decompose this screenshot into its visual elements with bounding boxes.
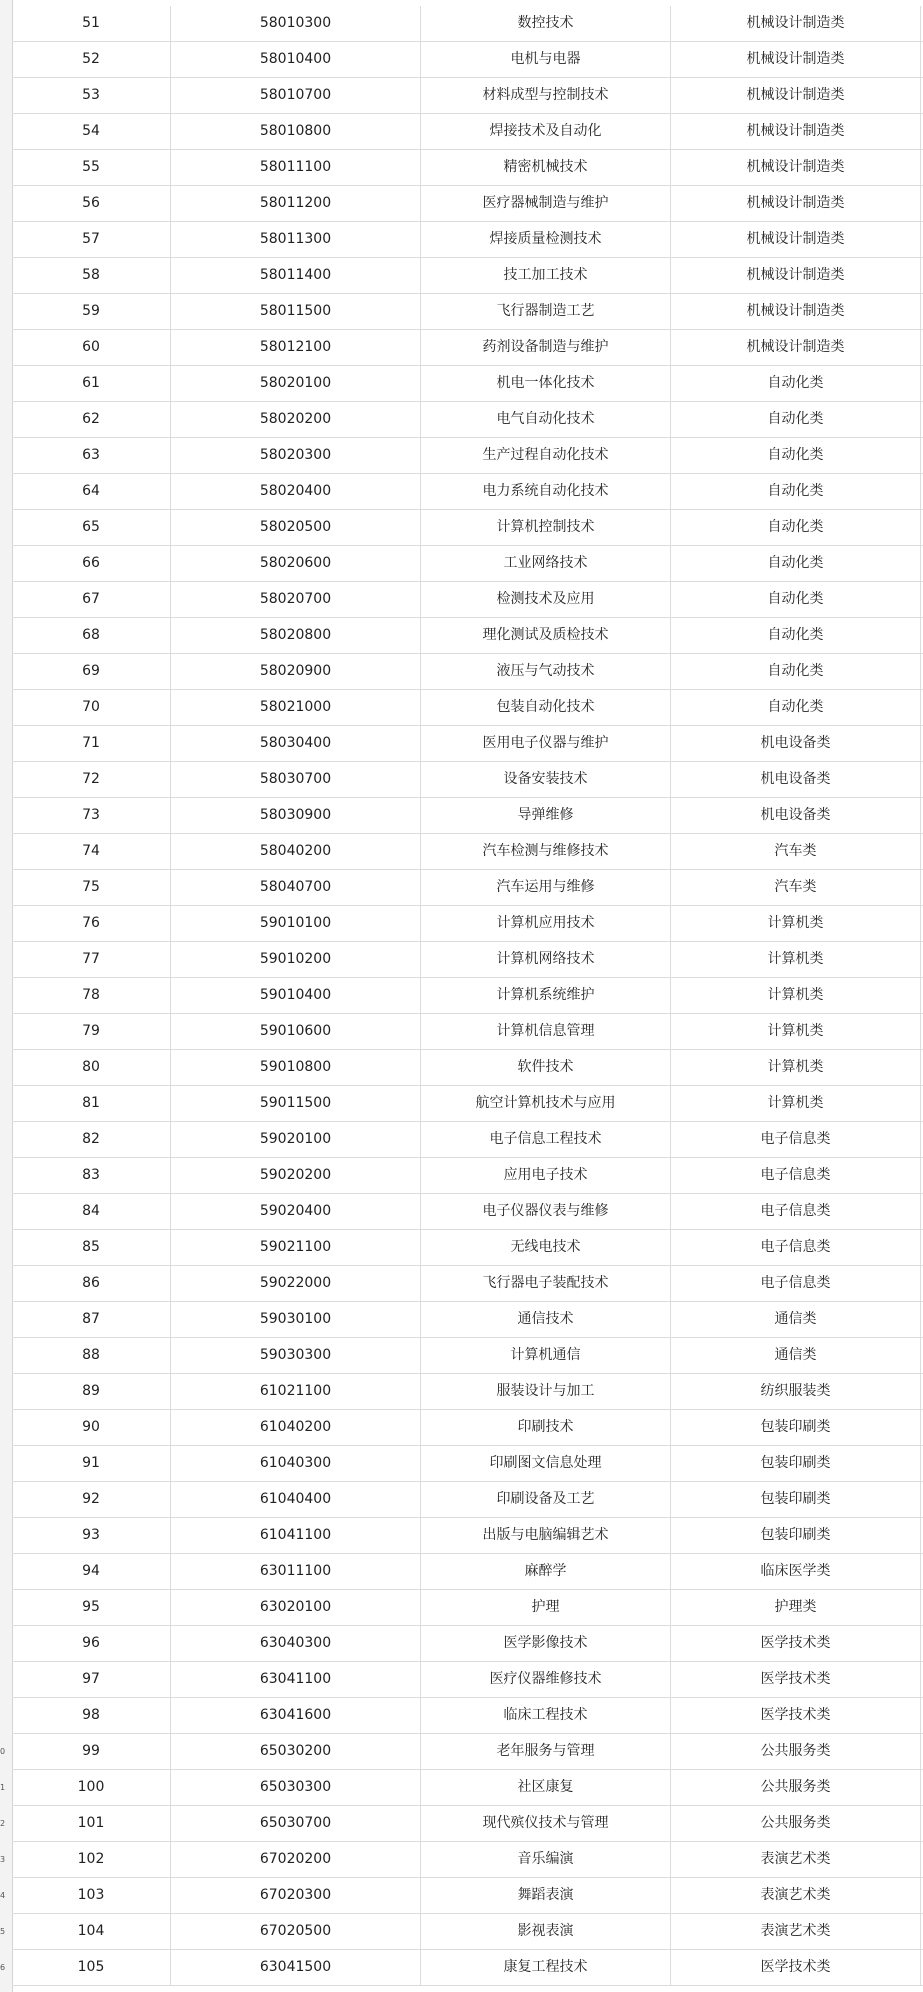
cell-major-name[interactable]: 医学影像技术 — [421, 1626, 671, 1661]
cell-category[interactable]: 电子信息类 — [671, 1266, 921, 1301]
table-row — [12, 1878, 923, 1914]
table-row — [12, 1734, 923, 1770]
cell-major-code[interactable]: 58012100 — [171, 330, 421, 365]
cell-row-number[interactable]: 104 — [12, 1914, 171, 1949]
cell-row-number[interactable]: 52 — [12, 42, 171, 77]
cell-category[interactable]: 公共服务类 — [671, 1770, 921, 1805]
cell-row-number[interactable]: 91 — [12, 1446, 171, 1481]
cell-major-code[interactable]: 65030200 — [171, 1734, 421, 1769]
cell-category[interactable]: 医学技术类 — [671, 1662, 921, 1697]
table-row — [12, 42, 923, 78]
cell-category[interactable]: 计算机类 — [671, 1014, 921, 1049]
cell-major-name[interactable]: 导弹维修 — [421, 798, 671, 833]
table-row — [12, 78, 923, 114]
cell-category[interactable]: 机械设计制造类 — [671, 42, 921, 77]
cell-category[interactable]: 自动化类 — [671, 690, 921, 725]
cell-major-name[interactable]: 医疗器械制造与维护 — [421, 186, 671, 221]
cell-row-number[interactable]: 73 — [12, 798, 171, 833]
cell-major-name[interactable]: 麻醉学 — [421, 1554, 671, 1589]
cell-major-code[interactable]: 63041600 — [171, 1698, 421, 1733]
cell-row-number[interactable]: 85 — [12, 1230, 171, 1265]
cell-major-code[interactable]: 63011100 — [171, 1554, 421, 1589]
cell-major-code[interactable]: 58021000 — [171, 690, 421, 725]
cell-major-code[interactable]: 58011500 — [171, 294, 421, 329]
cell-row-number[interactable]: 71 — [12, 726, 171, 761]
table-row — [12, 942, 923, 978]
cell-category[interactable]: 机械设计制造类 — [671, 150, 921, 185]
cell-major-name[interactable]: 汽车运用与维修 — [421, 870, 671, 905]
table-row — [12, 402, 923, 438]
cell-major-name[interactable]: 印刷图文信息处理 — [421, 1446, 671, 1481]
table-row — [12, 1374, 923, 1410]
cell-category[interactable]: 自动化类 — [671, 366, 921, 401]
cell-category[interactable]: 汽车类 — [671, 834, 921, 869]
table-row — [12, 1590, 923, 1626]
table-row — [12, 114, 923, 150]
cell-major-code[interactable]: 61040300 — [171, 1446, 421, 1481]
cell-category[interactable]: 通信类 — [671, 1302, 921, 1337]
cell-category[interactable]: 表演艺术类 — [671, 1842, 921, 1877]
table-row — [12, 1518, 923, 1554]
cell-major-code[interactable]: 65030700 — [171, 1806, 421, 1841]
cell-major-code[interactable]: 59020200 — [171, 1158, 421, 1193]
cell-category[interactable]: 计算机类 — [671, 906, 921, 941]
cell-major-code[interactable]: 63020100 — [171, 1590, 421, 1625]
cell-row-number[interactable]: 74 — [12, 834, 171, 869]
cell-major-code[interactable]: 59010600 — [171, 1014, 421, 1049]
cell-category[interactable]: 自动化类 — [671, 438, 921, 473]
cell-category[interactable]: 包装印刷类 — [671, 1518, 921, 1553]
row-header-number: 3 — [0, 1855, 6, 1864]
cell-major-name[interactable]: 医用电子仪器与维护 — [421, 726, 671, 761]
cell-major-code[interactable]: 61041100 — [171, 1518, 421, 1553]
cell-row-number[interactable]: 68 — [12, 618, 171, 653]
table-row — [12, 1914, 923, 1950]
cell-major-name[interactable]: 计算机网络技术 — [421, 942, 671, 977]
cell-category[interactable]: 电子信息类 — [671, 1122, 921, 1157]
cell-row-number[interactable]: 70 — [12, 690, 171, 725]
cell-major-code[interactable]: 58020600 — [171, 546, 421, 581]
cell-major-code[interactable]: 59020100 — [171, 1122, 421, 1157]
cell-major-name[interactable]: 计算机控制技术 — [421, 510, 671, 545]
table-row — [12, 330, 923, 366]
cell-row-number[interactable]: 60 — [12, 330, 171, 365]
table-row — [12, 1302, 923, 1338]
cell-major-name[interactable]: 工业网络技术 — [421, 546, 671, 581]
cell-major-name[interactable]: 现代殡仪技术与管理 — [421, 1806, 671, 1841]
cell-major-code[interactable]: 58020700 — [171, 582, 421, 617]
cell-category[interactable]: 自动化类 — [671, 474, 921, 509]
cell-category[interactable]: 自动化类 — [671, 510, 921, 545]
cell-row-number[interactable]: 61 — [12, 366, 171, 401]
table-row — [12, 1626, 923, 1662]
table-row — [12, 834, 923, 870]
cell-row-number[interactable]: 53 — [12, 78, 171, 113]
cell-major-code[interactable]: 58030400 — [171, 726, 421, 761]
cell-major-code[interactable]: 67020500 — [171, 1914, 421, 1949]
cell-major-name[interactable]: 电子仪器仪表与维修 — [421, 1194, 671, 1229]
table-row — [12, 870, 923, 906]
table-row — [12, 798, 923, 834]
table-row — [12, 1482, 923, 1518]
table-row — [12, 294, 923, 330]
cell-major-name[interactable]: 药剂设备制造与维护 — [421, 330, 671, 365]
cell-category[interactable]: 临床医学类 — [671, 1554, 921, 1589]
cell-row-number[interactable]: 84 — [12, 1194, 171, 1229]
cell-category[interactable]: 机械设计制造类 — [671, 78, 921, 113]
cell-category[interactable]: 医学技术类 — [671, 1698, 921, 1733]
cell-row-number[interactable]: 105 — [12, 1950, 171, 1985]
cell-category[interactable]: 自动化类 — [671, 654, 921, 689]
cell-major-code[interactable]: 58020400 — [171, 474, 421, 509]
table-row — [12, 1014, 923, 1050]
cell-major-code[interactable]: 61040400 — [171, 1482, 421, 1517]
cell-major-code[interactable]: 59030300 — [171, 1338, 421, 1373]
cell-category[interactable]: 机械设计制造类 — [671, 222, 921, 257]
cell-row-number[interactable]: 97 — [12, 1662, 171, 1697]
cell-category[interactable]: 机械设计制造类 — [671, 294, 921, 329]
cell-major-name[interactable]: 音乐编演 — [421, 1842, 671, 1877]
row-header-number: 4 — [0, 1891, 6, 1900]
cell-row-number[interactable]: 88 — [12, 1338, 171, 1373]
cell-major-name[interactable]: 计算机系统维护 — [421, 978, 671, 1013]
table-row — [12, 186, 923, 222]
cell-major-code[interactable]: 63041100 — [171, 1662, 421, 1697]
table-row — [12, 6, 923, 42]
cell-major-name[interactable]: 焊接质量检测技术 — [421, 222, 671, 257]
table-row — [12, 1050, 923, 1086]
table-row — [12, 222, 923, 258]
cell-row-number[interactable]: 57 — [12, 222, 171, 257]
cell-major-name[interactable]: 舞蹈表演 — [421, 1878, 671, 1913]
cell-category[interactable]: 计算机类 — [671, 1050, 921, 1085]
cell-major-name[interactable]: 包装自动化技术 — [421, 690, 671, 725]
cell-row-number[interactable]: 99 — [12, 1734, 171, 1769]
cell-row-number[interactable]: 75 — [12, 870, 171, 905]
cell-major-name[interactable]: 服装设计与加工 — [421, 1374, 671, 1409]
cell-major-name[interactable]: 电子信息工程技术 — [421, 1122, 671, 1157]
table-row — [12, 690, 923, 726]
cell-category[interactable]: 护理类 — [671, 1590, 921, 1625]
table-row — [12, 654, 923, 690]
cell-row-number[interactable]: 81 — [12, 1086, 171, 1121]
cell-major-code[interactable]: 61021100 — [171, 1374, 421, 1409]
cell-row-number[interactable]: 56 — [12, 186, 171, 221]
table-row — [12, 546, 923, 582]
cell-major-name[interactable]: 飞行器制造工艺 — [421, 294, 671, 329]
cell-major-name[interactable]: 软件技术 — [421, 1050, 671, 1085]
cell-row-number[interactable]: 96 — [12, 1626, 171, 1661]
cell-category[interactable]: 包装印刷类 — [671, 1446, 921, 1481]
cell-category[interactable]: 包装印刷类 — [671, 1482, 921, 1517]
cell-row-number[interactable]: 55 — [12, 150, 171, 185]
cell-category[interactable]: 纺织服装类 — [671, 1374, 921, 1409]
cell-major-code[interactable]: 59010800 — [171, 1050, 421, 1085]
row-header-number: 5 — [0, 1927, 6, 1936]
cell-category[interactable]: 汽车类 — [671, 870, 921, 905]
cell-major-name[interactable]: 数控技术 — [421, 6, 671, 41]
cell-major-code[interactable]: 58010300 — [171, 6, 421, 41]
table-row — [12, 726, 923, 762]
table-row — [12, 258, 923, 294]
cell-category[interactable]: 表演艺术类 — [671, 1914, 921, 1949]
row-header-number: 0 — [0, 1747, 6, 1756]
row-header-number: 2 — [0, 1819, 6, 1828]
cell-major-code[interactable]: 58030900 — [171, 798, 421, 833]
cell-row-number[interactable]: 62 — [12, 402, 171, 437]
cell-major-name[interactable]: 航空计算机技术与应用 — [421, 1086, 671, 1121]
cell-row-number[interactable]: 103 — [12, 1878, 171, 1913]
cell-major-code[interactable]: 58020800 — [171, 618, 421, 653]
cell-row-number[interactable]: 93 — [12, 1518, 171, 1553]
cell-major-code[interactable]: 58020100 — [171, 366, 421, 401]
cell-row-number[interactable]: 92 — [12, 1482, 171, 1517]
table-row — [12, 762, 923, 798]
table-row — [12, 1230, 923, 1266]
cell-category[interactable]: 机电设备类 — [671, 762, 921, 797]
table-row — [12, 1698, 923, 1734]
cell-major-name[interactable]: 康复工程技术 — [421, 1950, 671, 1985]
table-row — [12, 1194, 923, 1230]
cell-row-number[interactable]: 82 — [12, 1122, 171, 1157]
cell-major-code[interactable]: 59010100 — [171, 906, 421, 941]
cell-category[interactable]: 机械设计制造类 — [671, 186, 921, 221]
table-row — [12, 1338, 923, 1374]
table-row — [12, 150, 923, 186]
table-row — [12, 1158, 923, 1194]
table-row — [12, 1662, 923, 1698]
cell-row-number[interactable]: 58 — [12, 258, 171, 293]
cell-row-number[interactable]: 72 — [12, 762, 171, 797]
cell-major-code[interactable]: 67020300 — [171, 1878, 421, 1913]
cell-category[interactable]: 计算机类 — [671, 978, 921, 1013]
cell-row-number[interactable]: 69 — [12, 654, 171, 689]
cell-major-code[interactable]: 58020300 — [171, 438, 421, 473]
cell-category[interactable]: 自动化类 — [671, 546, 921, 581]
cell-row-number[interactable]: 83 — [12, 1158, 171, 1193]
cell-row-number[interactable]: 94 — [12, 1554, 171, 1589]
cell-major-code[interactable]: 58030700 — [171, 762, 421, 797]
table-row — [12, 510, 923, 546]
cell-major-name[interactable]: 机电一体化技术 — [421, 366, 671, 401]
row-header-number: 6 — [0, 1963, 6, 1972]
cell-major-code[interactable]: 61040200 — [171, 1410, 421, 1445]
table-row — [12, 1770, 923, 1806]
cell-major-name[interactable]: 临床工程技术 — [421, 1698, 671, 1733]
table-row — [12, 1806, 923, 1842]
cell-major-name[interactable]: 老年服务与管理 — [421, 1734, 671, 1769]
cell-row-number[interactable]: 78 — [12, 978, 171, 1013]
cell-major-code[interactable]: 58040700 — [171, 870, 421, 905]
cell-category[interactable]: 电子信息类 — [671, 1158, 921, 1193]
cell-category[interactable]: 机械设计制造类 — [671, 114, 921, 149]
cell-row-number[interactable]: 77 — [12, 942, 171, 977]
cell-row-number[interactable]: 100 — [12, 1770, 171, 1805]
cell-major-name[interactable]: 电机与电器 — [421, 42, 671, 77]
cell-major-code[interactable]: 65030300 — [171, 1770, 421, 1805]
cell-major-name[interactable]: 印刷设备及工艺 — [421, 1482, 671, 1517]
cell-major-code[interactable]: 59010200 — [171, 942, 421, 977]
cell-major-code[interactable]: 59030100 — [171, 1302, 421, 1337]
cell-category[interactable]: 机械设计制造类 — [671, 6, 921, 41]
cell-major-name[interactable]: 护理 — [421, 1590, 671, 1625]
cell-major-code[interactable]: 58011400 — [171, 258, 421, 293]
cell-category[interactable]: 公共服务类 — [671, 1734, 921, 1769]
cell-category[interactable]: 计算机类 — [671, 1086, 921, 1121]
cell-row-number[interactable]: 63 — [12, 438, 171, 473]
cell-row-number[interactable]: 51 — [12, 6, 171, 41]
table-row — [12, 366, 923, 402]
cell-major-name[interactable]: 飞行器电子装配技术 — [421, 1266, 671, 1301]
cell-major-name[interactable]: 无线电技术 — [421, 1230, 671, 1265]
cell-category[interactable]: 机械设计制造类 — [671, 258, 921, 293]
cell-category[interactable]: 医学技术类 — [671, 1950, 921, 1985]
spreadsheet-grid — [12, 6, 923, 1986]
cell-major-name[interactable]: 电气自动化技术 — [421, 402, 671, 437]
cell-major-name[interactable]: 出版与电脑编辑艺术 — [421, 1518, 671, 1553]
cell-major-name[interactable]: 精密机械技术 — [421, 150, 671, 185]
cell-category[interactable]: 电子信息类 — [671, 1230, 921, 1265]
cell-major-name[interactable]: 材料成型与控制技术 — [421, 78, 671, 113]
cell-major-code[interactable]: 58011100 — [171, 150, 421, 185]
cell-major-name[interactable]: 印刷技术 — [421, 1410, 671, 1445]
cell-row-number[interactable]: 76 — [12, 906, 171, 941]
table-row — [12, 474, 923, 510]
cell-major-name[interactable]: 理化测试及质检技术 — [421, 618, 671, 653]
cell-category[interactable]: 医学技术类 — [671, 1626, 921, 1661]
cell-row-number[interactable]: 98 — [12, 1698, 171, 1733]
cell-major-name[interactable]: 生产过程自动化技术 — [421, 438, 671, 473]
cell-major-code[interactable]: 58011200 — [171, 186, 421, 221]
cell-major-name[interactable]: 通信技术 — [421, 1302, 671, 1337]
cell-major-name[interactable]: 影视表演 — [421, 1914, 671, 1949]
cell-category[interactable]: 自动化类 — [671, 618, 921, 653]
cell-row-number[interactable]: 66 — [12, 546, 171, 581]
cell-row-number[interactable]: 54 — [12, 114, 171, 149]
cell-major-code[interactable]: 59022000 — [171, 1266, 421, 1301]
table-row — [12, 1950, 923, 1986]
cell-major-code[interactable]: 58040200 — [171, 834, 421, 869]
cell-major-code[interactable]: 58020900 — [171, 654, 421, 689]
cell-row-number[interactable]: 87 — [12, 1302, 171, 1337]
cell-major-name[interactable]: 应用电子技术 — [421, 1158, 671, 1193]
cell-major-code[interactable]: 59021100 — [171, 1230, 421, 1265]
table-row — [12, 1266, 923, 1302]
cell-major-name[interactable]: 液压与气动技术 — [421, 654, 671, 689]
table-row — [12, 1554, 923, 1590]
cell-major-name[interactable]: 社区康复 — [421, 1770, 671, 1805]
table-row — [12, 1842, 923, 1878]
cell-category[interactable]: 自动化类 — [671, 582, 921, 617]
cell-row-number[interactable]: 101 — [12, 1806, 171, 1841]
cell-major-name[interactable]: 技工加工技术 — [421, 258, 671, 293]
cell-major-code[interactable]: 67020200 — [171, 1842, 421, 1877]
cell-row-number[interactable]: 67 — [12, 582, 171, 617]
cell-major-code[interactable]: 58010700 — [171, 78, 421, 113]
cell-major-code[interactable]: 59010400 — [171, 978, 421, 1013]
cell-major-code[interactable]: 59020400 — [171, 1194, 421, 1229]
cell-category[interactable]: 通信类 — [671, 1338, 921, 1373]
cell-category[interactable]: 机械设计制造类 — [671, 330, 921, 365]
table-row — [12, 438, 923, 474]
table-row — [12, 1410, 923, 1446]
cell-category[interactable]: 公共服务类 — [671, 1806, 921, 1841]
cell-major-code[interactable]: 59011500 — [171, 1086, 421, 1121]
cell-row-number[interactable]: 86 — [12, 1266, 171, 1301]
row-header-number: 1 — [0, 1783, 6, 1792]
cell-major-name[interactable]: 焊接技术及自动化 — [421, 114, 671, 149]
table-row — [12, 978, 923, 1014]
cell-row-number[interactable]: 95 — [12, 1590, 171, 1625]
cell-major-code[interactable]: 63040300 — [171, 1626, 421, 1661]
cell-row-number[interactable]: 79 — [12, 1014, 171, 1049]
cell-category[interactable]: 电子信息类 — [671, 1194, 921, 1229]
cell-category[interactable]: 机电设备类 — [671, 726, 921, 761]
cell-row-number[interactable]: 90 — [12, 1410, 171, 1445]
cell-major-name[interactable]: 医疗仪器维修技术 — [421, 1662, 671, 1697]
cell-row-number[interactable]: 59 — [12, 294, 171, 329]
cell-major-name[interactable]: 计算机应用技术 — [421, 906, 671, 941]
cell-major-name[interactable]: 设备安装技术 — [421, 762, 671, 797]
cell-category[interactable]: 表演艺术类 — [671, 1878, 921, 1913]
cell-major-code[interactable]: 63041500 — [171, 1950, 421, 1985]
cell-category[interactable]: 机电设备类 — [671, 798, 921, 833]
cell-major-name[interactable]: 计算机通信 — [421, 1338, 671, 1373]
cell-major-code[interactable]: 58020200 — [171, 402, 421, 437]
cell-major-name[interactable]: 计算机信息管理 — [421, 1014, 671, 1049]
cell-major-code[interactable]: 58010800 — [171, 114, 421, 149]
cell-row-number[interactable]: 64 — [12, 474, 171, 509]
table-row — [12, 582, 923, 618]
cell-major-name[interactable]: 汽车检测与维修技术 — [421, 834, 671, 869]
table-row — [12, 1446, 923, 1482]
table-row — [12, 906, 923, 942]
table-row — [12, 618, 923, 654]
cell-category[interactable]: 自动化类 — [671, 402, 921, 437]
cell-major-name[interactable]: 电力系统自动化技术 — [421, 474, 671, 509]
cell-row-number[interactable]: 80 — [12, 1050, 171, 1085]
cell-row-number[interactable]: 65 — [12, 510, 171, 545]
cell-major-code[interactable]: 58011300 — [171, 222, 421, 257]
cell-row-number[interactable]: 89 — [12, 1374, 171, 1409]
cell-category[interactable]: 计算机类 — [671, 942, 921, 977]
cell-row-number[interactable]: 102 — [12, 1842, 171, 1877]
table-row — [12, 1086, 923, 1122]
cell-major-code[interactable]: 58010400 — [171, 42, 421, 77]
table-row — [12, 1122, 923, 1158]
cell-major-name[interactable]: 检测技术及应用 — [421, 582, 671, 617]
cell-category[interactable]: 包装印刷类 — [671, 1410, 921, 1445]
cell-major-code[interactable]: 58020500 — [171, 510, 421, 545]
